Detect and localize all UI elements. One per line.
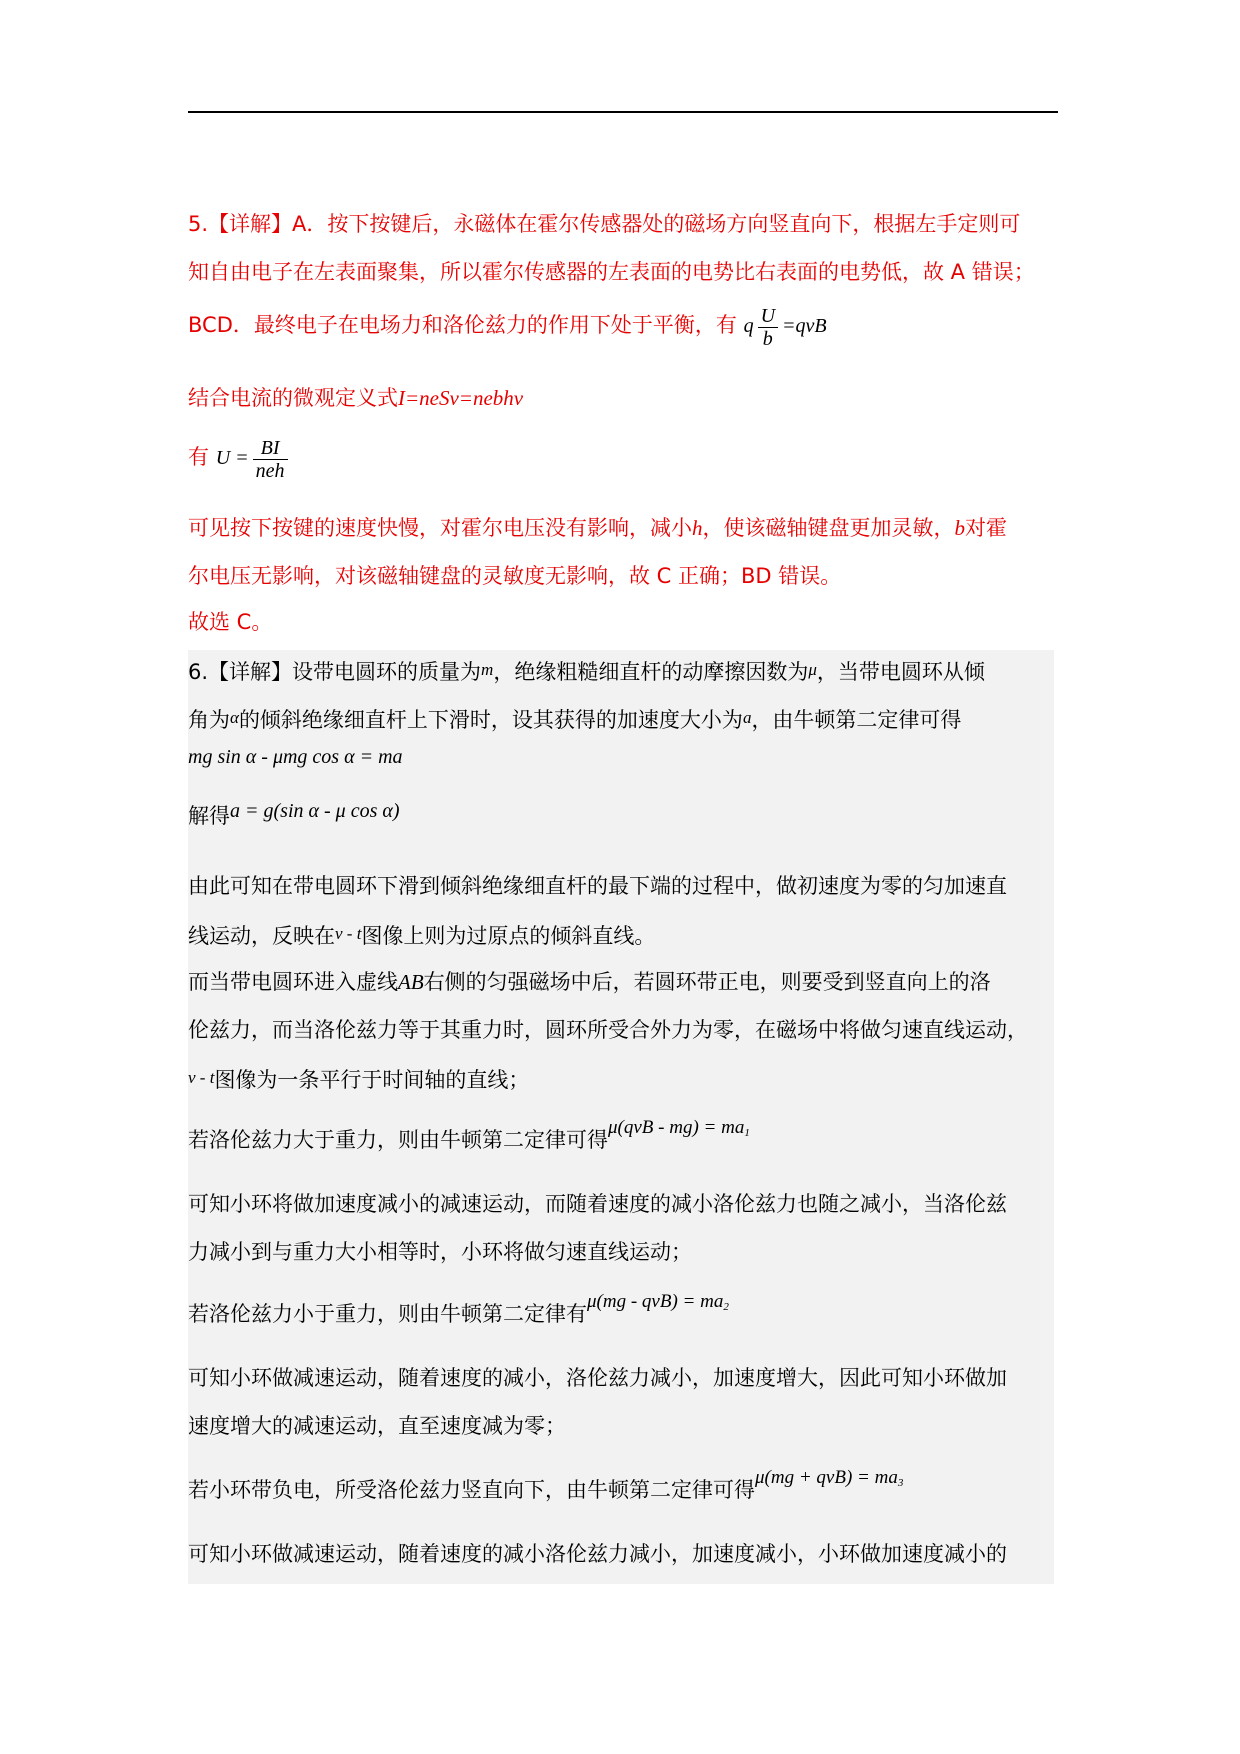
q6-line-8: v - t图像为一条平行于时间轴的直线；: [188, 1068, 530, 1092]
q6-line-16: 可知小环做减速运动，随着速度的减小洛伦兹力减小，加速度减小，小环做加速度减小的: [188, 1542, 1007, 1566]
q6-line-10: 可知小环将做加速度减小的减速运动，而随着速度的减小洛伦兹力也随之减小，当洛伦兹: [188, 1192, 1007, 1216]
q6-line-12: 若洛伦兹力小于重力，则由牛顿第二定律有μ(mg - qvB) = ma2: [188, 1291, 729, 1326]
q6-line-1: 6.【详解】设带电圆环的质量为m，绝缘粗糙细直杆的动摩擦因数为μ，当带电圆环从倾: [188, 660, 985, 684]
q6-line-7: 伦兹力，而当洛伦兹力等于其重力时，圆环所受合外力为零，在磁场中将做匀速直线运动，: [188, 1018, 1028, 1042]
q5-line-2: 知自由电子在左表面聚集，所以霍尔传感器的左表面的电势比右表面的电势低，故 A 错误；: [188, 260, 1035, 284]
q6-line-14: 速度增大的减速运动，直至速度减为零；: [188, 1414, 566, 1438]
q6-line-13: 可知小环做减速运动，随着速度的减小，洛伦兹力减小，加速度增大，因此可知小环做加: [188, 1366, 1007, 1390]
q5-line-6: 可见按下按键的速度快慢，对霍尔电压没有影响，减小h，使该磁轴键盘更加灵敏，b对霍: [188, 516, 1007, 540]
q6-line-4: 由此可知在带电圆环下滑到倾斜绝缘细直杆的最下端的过程中，做初速度为零的匀加速直: [188, 874, 1007, 898]
q5-line-1: 5.【详解】A．按下按键后，永磁体在霍尔传感器处的磁场方向竖直向下，根据左手定则可: [188, 212, 1021, 236]
q5-line-4: 结合电流的微观定义式I=neSv=nebhv: [188, 386, 524, 410]
q6-line-11: 力减小到与重力大小相等时，小环将做匀速直线运动；: [188, 1240, 692, 1264]
equation-case-3: μ(mg + qvB) = ma3: [755, 1467, 904, 1489]
q6-line-9: 若洛伦兹力大于重力，则由牛顿第二定律可得μ(qvB - mg) = ma1: [188, 1117, 750, 1152]
q5-line-3: BCD．最终电子在电场力和洛伦兹力的作用下处于平衡，有 q $\frac{U}{b}$ =qvB: [188, 304, 827, 350]
q6-line-15: 若小环带负电，所受洛伦兹力竖直向下，由牛顿第二定律可得μ(mg + qvB) = ma3: [188, 1467, 904, 1502]
q6-equation-1: mg sin α - μmg cos α = ma: [188, 746, 403, 768]
header-rule: [188, 111, 1058, 113]
equation-hall-voltage: U = $\frac{BI}{\text{neh}}$: [216, 447, 292, 469]
q5-line-5: 有 U = $\frac{BI}{\text{neh}}$: [188, 432, 292, 483]
q6-line-2: 角为α的倾斜绝缘细直杆上下滑时，设其获得的加速度大小为a，由牛顿第二定律可得: [188, 708, 962, 732]
q6-line-6: 而当带电圆环进入虚线AB右侧的匀强磁场中后，若圆环带正电，则要受到竖直向上的洛: [188, 970, 991, 994]
equation-case-1: μ(qvB - mg) = ma1: [608, 1117, 750, 1139]
q6-line-3: 解得a = g(sin α - μ cos α): [188, 800, 400, 828]
equation-case-2: μ(mg - qvB) = ma2: [587, 1291, 729, 1313]
q5-line-7: 尔电压无影响，对该磁轴键盘的灵敏度无影响，故 C 正确；BD 错误。: [188, 564, 842, 588]
equation-force-balance: q $\frac{U}{b}$ =qvB: [743, 304, 827, 350]
q5-line-8: 故选 C。: [188, 610, 273, 634]
q6-line-5: 线运动，反映在v - t图像上则为过原点的倾斜直线。: [188, 924, 656, 948]
